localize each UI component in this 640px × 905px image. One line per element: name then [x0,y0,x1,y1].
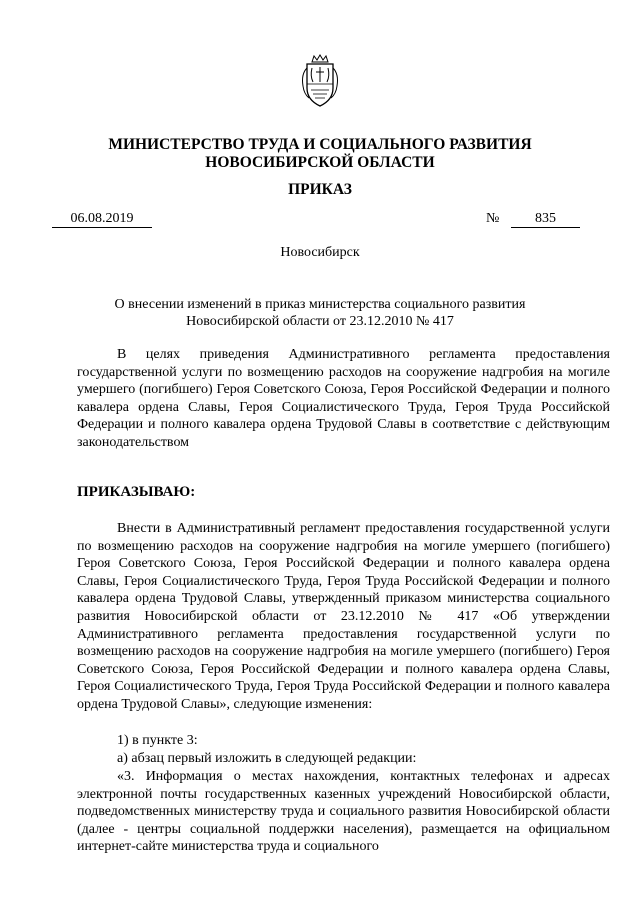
list-item: 1) в пункте 3: [117,733,198,748]
ministry-name-line2: НОВОСИБИРСКОЙ ОБЛАСТИ [205,154,435,171]
subject-line1: О внесении изменений в приказ министерства социального развития [114,297,526,312]
quoted-paragraph: «3. Информация о местах нахождения, контактных телефонах и адресах электронной почты государственных казенных учреждений Новосибирской области, подведомственных министерству труда и социального развития Новосибирской области (далее - центры социальной поддержки населения), размещается на официальном интернет-сайте министерства труда и социального [77,769,610,855]
preamble-paragraph: В целях приведения Административного регламента предоставления государственной услуги по возмещению расходов на сооружение надгробия на могиле умершего (погибшего) Героя Советского Союза, Героя Российской Федерации и полного кавалера ордена Славы, Героя Социалистического Труда, Героя Труда Российской Федерации и полного кавалера ордена Трудовой Славы в соответствие с действующим законодательством [77,347,610,450]
order-subject [0,296,640,330]
order-number: 835 [511,210,580,228]
ministry-name-line1: МИНИСТЕРСТВО ТРУДА И СОЦИАЛЬНОГО РАЗВИТИЯ [108,136,532,153]
city-name: Новосибирск [280,245,360,260]
number-sign: № [486,211,500,226]
subject-line2: Новосибирской области от 23.12.2010 № 417 [186,314,454,329]
main-paragraph: Внести в Административный регламент предоставления государственной услуги по возмещению расходов на сооружение надгробия на могиле умершего (погибшего) Героя Советского Союза, Героя Российской Федерации и полного кавалера ордена Славы, Героя Социалистического Труда, Героя Труда Российской Федерации и полного кавалера ордена Трудовой Славы, утвержденный приказом министерства социального развития Новосибирской области от 23.12.2010 № 417 «Об утверждении Административного регламента предоставления государственной услуги по возмещению расходов на сооружение надгробия на могиле умершего (погибшего) Героя Советского Союза, Героя Российской Федерации и полного кавалера ордена Славы, Героя Социалистического Труда, Героя Труда Российской Федерации и полного кавалера ордена Трудовой Славы», следующие изменения: [77,521,610,712]
ministry-header [0,136,640,172]
list-item: а) абзац первый изложить в следующей редакции: [117,751,417,766]
order-date: 06.08.2019 [52,210,152,228]
document-type: ПРИКАЗ [288,181,352,198]
coat-of-arms-icon [299,54,341,110]
order-directive: ПРИКАЗЫВАЮ: [77,484,196,500]
